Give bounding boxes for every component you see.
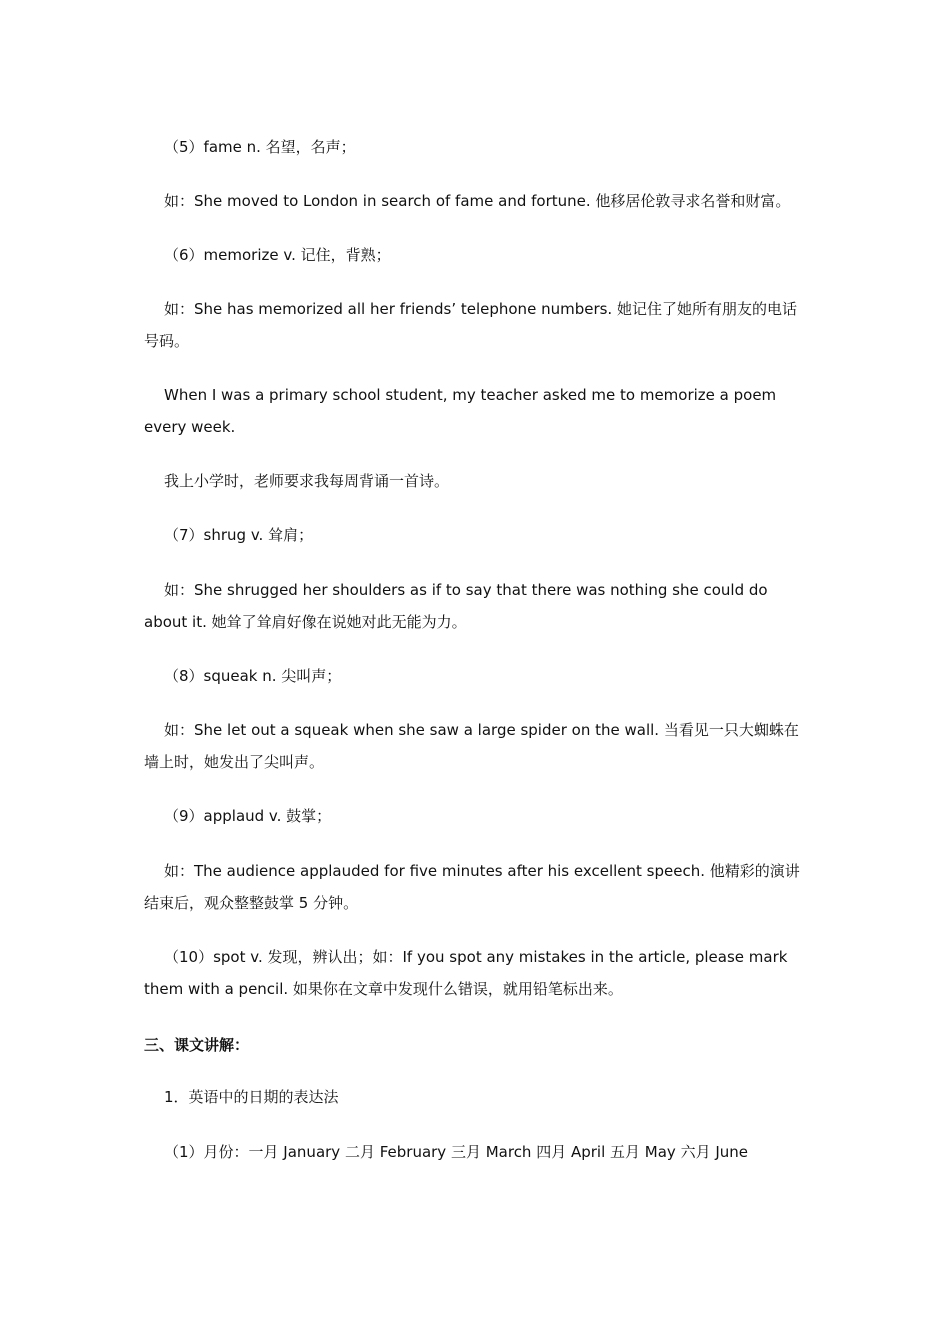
example-squeak: 如：She let out a squeak when she saw a large spider on the wall. 当看见一只大蜘蛛在墙上时，她发出了尖叫声。 [144, 721, 799, 771]
example-memorize-2: When I was a primary school student, my teacher asked me to memorize a poem every week. [144, 386, 777, 436]
subsection-date-expression: 1．英语中的日期的表达法 [164, 1088, 339, 1106]
vocab-squeak: （8）squeak n. 尖叫声； [164, 667, 342, 685]
vocab-fame: （5）fame n. 名望，名声； [164, 138, 356, 156]
vocab-spot: （10）spot v. 发现，辨认出；如：If you spot any mistakes in the article, please mark them with a pencil. 如果你在文章中发现什么错误，就用铅笔标出来。 [144, 948, 788, 998]
example-applaud: 如：The audience applauded for five minutes after his excellent speech. 他精彩的演讲结束后，观众整整鼓掌 5 分钟。 [144, 862, 800, 912]
example-fame: 如：She moved to London in search of fame and fortune. 他移居伦敦寻求名誉和财富。 [164, 192, 791, 210]
example-shrug: 如：She shrugged her shoulders as if to say that there was nothing she could do about it. 她耸了耸肩好像在说她对此无能为力。 [144, 581, 768, 631]
example-memorize-2-translation: 我上小学时，老师要求我每周背诵一首诗。 [164, 472, 450, 490]
months-list: （1）月份：一月 January 二月 February 三月 March 四月 April 五月 May 六月 June [164, 1143, 749, 1161]
vocab-shrug: （7）shrug v. 耸肩； [164, 526, 314, 544]
vocab-memorize: （6）memorize v. 记住，背熟； [164, 246, 391, 264]
example-memorize-1: 如：She has memorized all her friends’ telephone numbers. 她记住了她所有朋友的电话号码。 [144, 300, 797, 350]
vocab-applaud: （9）applaud v. 鼓掌； [164, 807, 332, 825]
section-heading-text-explanation: 三、课文讲解： [144, 1036, 250, 1054]
